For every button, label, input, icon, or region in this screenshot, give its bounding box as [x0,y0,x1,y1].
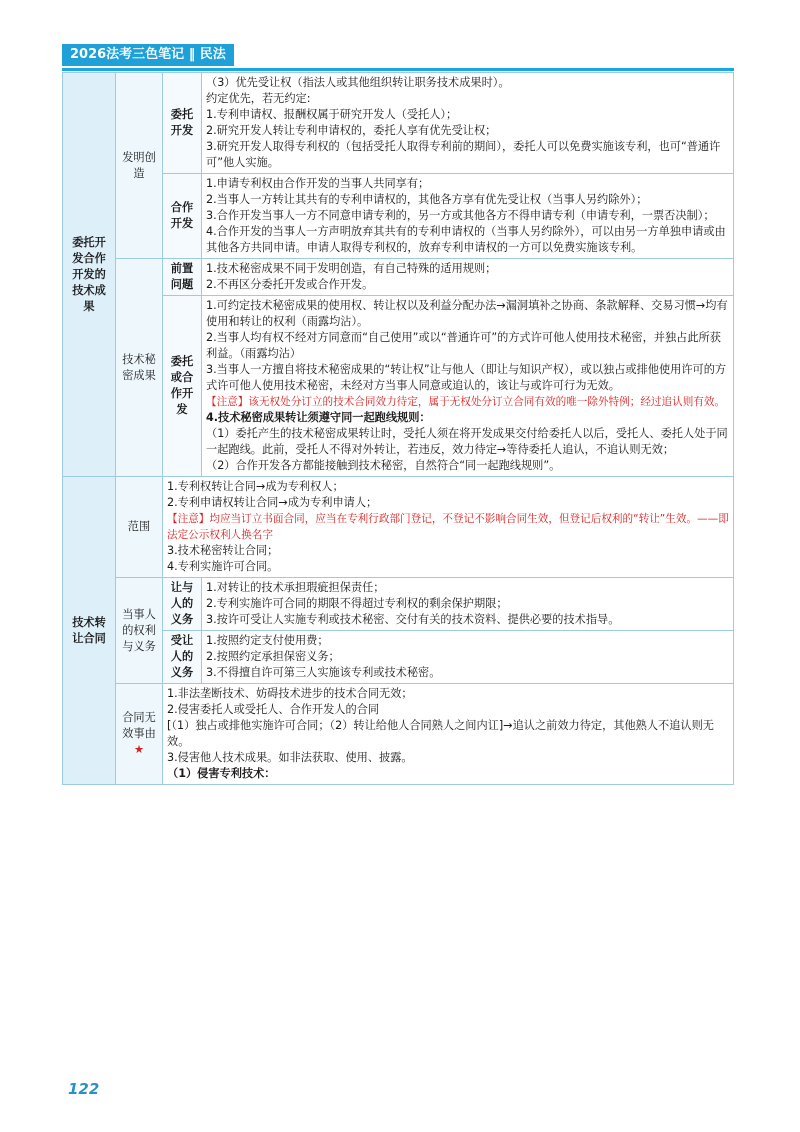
shourang-label: 受让人的义务 [163,631,202,684]
invalid-line-0: 1.非法垄断技术、妨碍技术进步的技术合同无效； [167,687,413,700]
invalid-line-4: （1）侵害专利技术： [167,767,276,780]
wh-line2-2: （2）合作开发各方都能接触到技术秘密，自然符合“同一起跑线规则”。 [206,459,561,472]
qianzhi-line-0: 1.技术秘密成果不同于发明创造，有自己特殊的适用规则； [206,262,497,275]
wh-line-0: 1.可约定技术秘密成果的使用权、转让权以及利益分配办法→漏洞填补之协商、条款解释、交易习惯→均有使用和转让的权利（雨露均沾）。 [206,299,728,328]
rangyu-label: 让与人的义务 [163,578,202,631]
shourang-content [202,631,734,684]
hezuo-line-1: 2.当事人一方转让其共有的专利申请权的，其他各方享有优先受让权（当事人另约除外）； [206,193,648,206]
qianzhi-label: 前置问题 [163,259,202,296]
qianzhi-line-1: 2.不再区分委托开发或合作开发。 [206,278,374,291]
star-icon: ★ [133,743,145,756]
qianzhi-content [202,259,734,296]
rangyu-line-1: 2.专利实施许可合同的期限不得超过专利权的剩余保护期限； [206,597,508,610]
shourang-line-0: 1.按照约定支付使用费； [206,634,329,647]
scope-line2-0: 3.技术秘密转让合同； [167,544,279,557]
header-title: 2026法考三色笔记 ‖ 民法 [62,44,234,66]
invention-label: 发明创造 [116,73,163,259]
wh-line-2: 3.当事人一方擅自将技术秘密成果的“转让权”让与他人（即让与知识产权），或以独占或排他使用许可的方式许可他人使用技术秘密，未经对方当事人同意或追认的，该让与或许可行为无效。 [206,363,727,392]
scope-line2-1: 4.专利实施许可合同。 [167,560,279,573]
weituo-content [202,73,734,174]
hezuo-line-0: 1.申请专利权由合作开发的当事人共同享有； [206,177,430,190]
shourang-line-2: 3.不得擅自许可第三人实施该专利或技术秘密。 [206,666,441,679]
scope-line-0: 1.专利权转让合同→成为专利权人； [167,480,344,493]
weituo-label: 委托开发 [163,73,202,174]
weituo-line-3: 2.研究开发人转让专利申请权的，委托人享有优先受让权； [206,124,497,137]
invalid-label-cell [116,684,163,785]
scope-label: 范围 [116,477,163,578]
page-number: 122 [68,1080,100,1098]
weituo-line-1: 约定优先，若无约定: [206,92,311,105]
scope-content [163,477,734,578]
rangyu-content [202,578,734,631]
section-label-1: 委托开发合作开发的技术成果 [63,73,116,477]
notes-table [62,72,734,785]
shourang-line-1: 2.按照约定承担保密义务； [206,650,340,663]
invalid-label: 合同无效事由 [122,711,156,740]
invalid-line-3: 3.侵害他人技术成果。如非法获取、使用、披露。 [167,751,413,764]
weituo-line-2: 1.专利申请权、报酬权属于研究开发人（受托人）； [206,108,458,121]
weituo-hezuo-label: 委托或合作开发 [163,296,202,477]
weituo-hezuo-content [202,296,734,477]
wh-line2-0: 4.技术秘密成果转让须遵守同一起跑线规则： [206,411,431,424]
weituo-line-4: 3.研究开发人取得专利权的（包括受托人取得专利前的期间），委托人可以免费实施该专利，也可“普通许可”他人实施。 [206,140,721,169]
wh-note: 【注意】该无权处分订立的技术合同效力待定，属于无权处分订立合同有效的唯一除外特例；经过追认则有效。 [206,396,726,408]
rangyu-line-0: 1.对转让的技术承担瑕疵担保责任； [206,581,385,594]
invalid-line-1: 2.侵害委托人或受托人、合作开发人的合同 [167,703,380,716]
rangyu-line-2: 3.按许可受让人实施专利或技术秘密、交付有关的技术资料、提供必要的技术指导。 [206,613,620,626]
hezuo-line-2: 3.合作开发当事人一方不同意申请专利的，另一方或其他各方不得申请专利（申请专利，一票否决制）； [206,209,715,222]
hezuo-label: 合作开发 [163,174,202,259]
scope-line-1: 2.专利申请权转让合同→成为专利申请人； [167,496,378,509]
invalid-content [163,684,734,785]
rights-label: 当事人的权利与义务 [116,578,163,684]
wh-line-1: 2.当事人均有权不经对方同意而“自己使用”或以“普通许可”的方式许可他人使用技术秘密，并独占此所获利益。（雨露均沾） [206,331,721,360]
tech-secret-label: 技术秘密成果 [116,259,163,477]
hezuo-content [202,174,734,259]
weituo-line-0: （3）优先受让权（指法人或其他组织转让职务技术成果时）。 [206,76,510,89]
invalid-line-2: [（1）独占或排他实施许可合同；（2）转让给他人合同熟人之间内讧]→追认之前效力待定，其他熟人不追认则无效。 [167,719,714,748]
section-label-2: 技术转让合同 [63,477,116,785]
scope-note: 【注意】均应当订立书面合同，应当在专利行政部门登记，不登记不影响合同生效，但登记后权利的“转让”生效。——即法定公示权利人换名字 [167,513,729,541]
wh-line2-1: （1）委托产生的技术秘密成果转让时，受托人须在将开发成果交付给委托人以后，受托人、委托人处于同一起跑线。此前，受托人不得对外转让，若违反，效力待定→等待委托人追认，不追认则无效； [206,427,728,456]
page-header [62,44,734,71]
hezuo-line-3: 4.合作开发的当事人一方声明放弃其共有的专利申请权的（当事人另约除外），可以由另一方单独申请或由其他各方共同申请。申请人取得专利权的，放弃专利申请权的一方可以免费实施该专利。 [206,225,726,254]
